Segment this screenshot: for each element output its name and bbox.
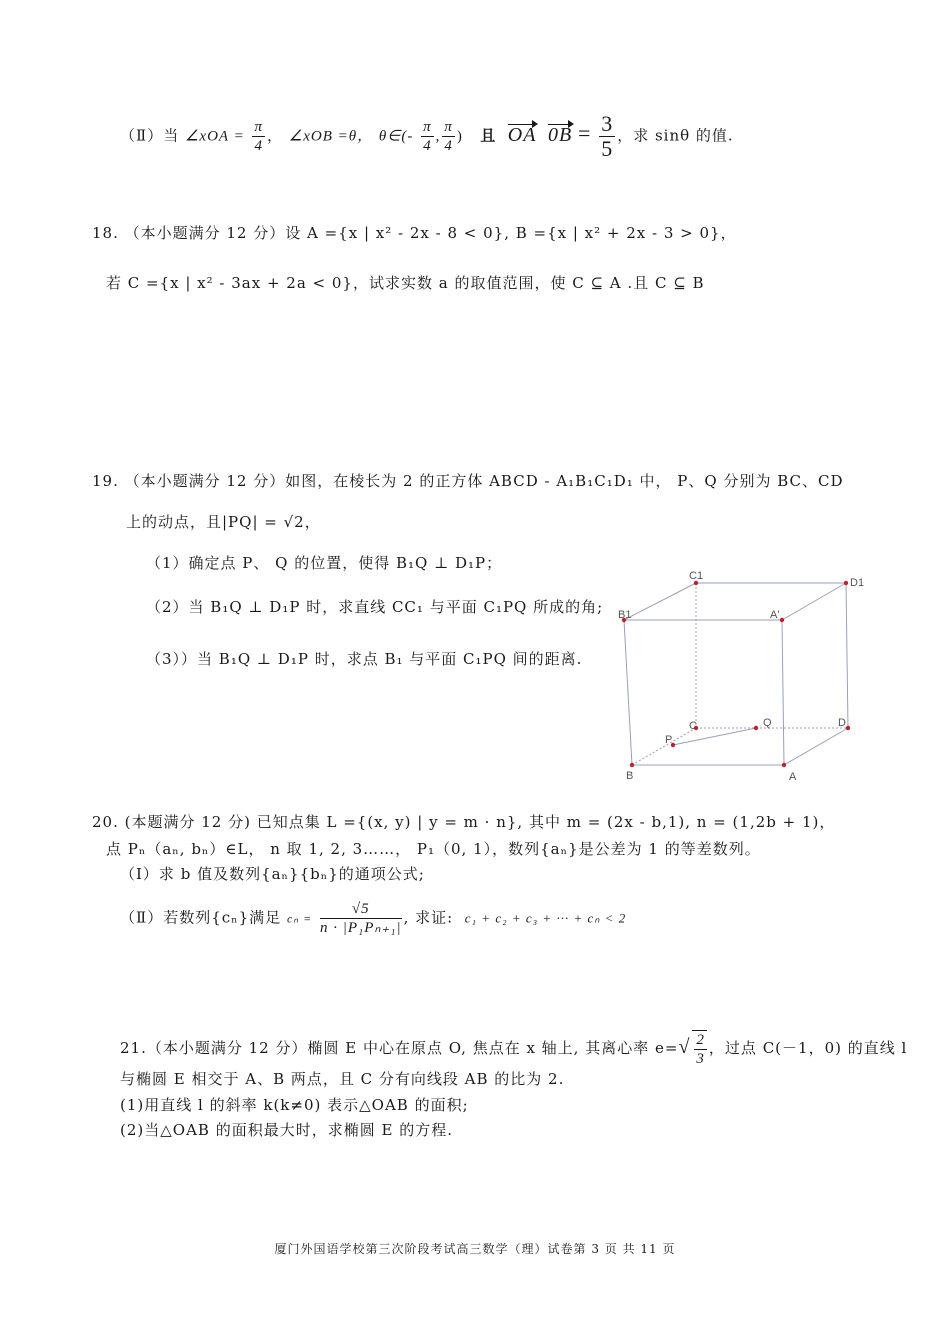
vertex-b bbox=[630, 763, 634, 767]
vertex-a bbox=[782, 763, 786, 767]
q19-head: 19. （本小题满分 12 分）如图，在棱长为 2 的正方体 ABCD - A₁B₁C₁D₁ 中， P、Q 分别为 BC、CD bbox=[92, 472, 844, 490]
vertex-d bbox=[846, 726, 850, 730]
q17-frac-35 bbox=[599, 112, 615, 161]
q19-part3: （3））当 B₁Q ⊥ D₁P 时，求点 B₁ 与平面 C₁PQ 间的距离. bbox=[146, 650, 583, 668]
q20-prove: , 求证: bbox=[403, 908, 454, 927]
q20-inequality: c₁ + c₂ + c₃ + ··· + cₙ < 2 bbox=[464, 910, 627, 926]
q17-four-2: 4 bbox=[423, 138, 432, 154]
q19-part1: （1）确定点 P、 Q 的位置，使得 B₁Q ⊥ D₁P； bbox=[146, 554, 503, 572]
label-b: B bbox=[626, 770, 634, 782]
q20-cn: cₙ = bbox=[286, 911, 313, 926]
label-c1: C1 bbox=[689, 570, 704, 582]
q17-pi-3: π bbox=[444, 119, 453, 135]
q17-four: 4 bbox=[254, 138, 263, 154]
q21-e-num: 2 bbox=[696, 1032, 705, 1048]
q17-sep: ， bbox=[266, 126, 283, 145]
q21-line2: 与椭圆 E 相交于 A、B 两点，且 C 分有向线段 AB 的比为 2. bbox=[120, 1070, 565, 1088]
q20-frac bbox=[320, 900, 402, 937]
q20-head: 20. (本题满分 12 分) 已知点集 L ={(x, y) | y = m · n}, 其中 m = (2x - b,1), n = (1,2b + 1)， bbox=[92, 813, 836, 831]
label-b1: B1 bbox=[618, 609, 632, 621]
vertex-q bbox=[754, 726, 758, 730]
q17-vec-ob: 0B bbox=[548, 123, 573, 146]
q20-line2: 点 Pₙ（aₙ, bₙ）∈L， n 取 1, 2, 3……， P₁（0, 1），数列{aₙ}是公差为 1 的等差数列。 bbox=[106, 840, 761, 858]
q17-angle-b: ∠xOB =θ， bbox=[288, 128, 374, 145]
q21-head-text: 21.（本小题满分 12 分）椭圆 E 中心在原点 O, 焦点在 x 轴上, 其离心率 e= bbox=[120, 1039, 679, 1057]
q21-head-tail: ，过点 C(－1，0) 的直线 l bbox=[708, 1039, 908, 1057]
q17-part-label: （Ⅱ）当 bbox=[120, 126, 180, 145]
q18-head: 18. （本小题满分 12 分）设 A ={x | x² - 2x - 8 < 0}, B ={x | x² + 2x - 3 > 0}， bbox=[92, 224, 737, 242]
page-footer: 厦门外国语学校第三次阶段考试高三数学（理）试卷第 3 页 共 11 页 bbox=[274, 1242, 676, 1256]
q20-part2 bbox=[120, 900, 626, 937]
label-q: Q bbox=[763, 717, 772, 729]
vertex-a1 bbox=[780, 618, 784, 622]
q17-five: 5 bbox=[601, 136, 614, 161]
q20-frac-num: √5 bbox=[320, 900, 402, 919]
q21-part2: (2)当△OAB 的面积最大时，求椭圆 E 的方程. bbox=[120, 1121, 453, 1139]
cube-edges bbox=[624, 583, 848, 765]
q19-part2: （2）当 B₁Q ⊥ D₁P 时，求直线 CC₁ 与平面 C₁PQ 所成的角; bbox=[146, 598, 604, 616]
q17-eq: = bbox=[578, 120, 592, 146]
q17-four-3: 4 bbox=[444, 138, 453, 154]
q17-frac-pi4 bbox=[252, 118, 265, 155]
q17-pi-2: π bbox=[423, 119, 432, 135]
cube-vertices bbox=[622, 581, 850, 767]
label-d1: D1 bbox=[850, 577, 865, 589]
q17-and: 且 bbox=[480, 126, 497, 145]
label-p: P bbox=[665, 734, 673, 746]
q17-three: 3 bbox=[601, 111, 614, 136]
label-d: D bbox=[838, 717, 846, 729]
label-a1: A' bbox=[770, 609, 780, 621]
cube-figure bbox=[612, 568, 865, 790]
q20-part1: （Ⅰ）求 b 值及数列{aₙ}{bₙ}的通项公式; bbox=[120, 865, 425, 883]
q19-line2: 上的动点，且|PQ| = √2， bbox=[126, 513, 321, 531]
q17-pi: π bbox=[254, 119, 263, 135]
q21-sqrt: √ bbox=[678, 1036, 691, 1058]
vertex-d1 bbox=[844, 581, 848, 585]
q17-frac-hi bbox=[442, 118, 455, 155]
q17-tail: ，求 sinθ 的值. bbox=[617, 126, 734, 145]
q17-vec-oa: OA bbox=[507, 123, 537, 146]
q17-frac-lo bbox=[421, 118, 434, 155]
q17-comma: , bbox=[435, 128, 441, 145]
q20-part2-label: （Ⅱ）若数列{cₙ}满足 bbox=[120, 908, 282, 927]
label-a: A bbox=[789, 771, 797, 783]
q20-frac-den: n · |P₁Pₙ₊₁| bbox=[319, 920, 402, 936]
q21-frac bbox=[692, 1030, 707, 1068]
q17-theta-in: θ∈(- bbox=[378, 128, 414, 145]
q17-close: ) bbox=[456, 128, 463, 145]
q21-head bbox=[120, 1030, 907, 1068]
q21-e-den: 3 bbox=[696, 1051, 705, 1067]
q21-part1: (1)用直线 l 的斜率 k(k≠0) 表示△OAB 的面积; bbox=[120, 1096, 469, 1114]
q17-angle-a: ∠xOA = bbox=[184, 128, 245, 145]
label-c: C bbox=[689, 720, 697, 732]
q18-line2: 若 C ={x | x² - 3ax + 2a < 0}，试求实数 a 的取值范围，使 C ⊆ A .且 C ⊆ B bbox=[106, 274, 705, 292]
q17-part2 bbox=[120, 112, 734, 161]
